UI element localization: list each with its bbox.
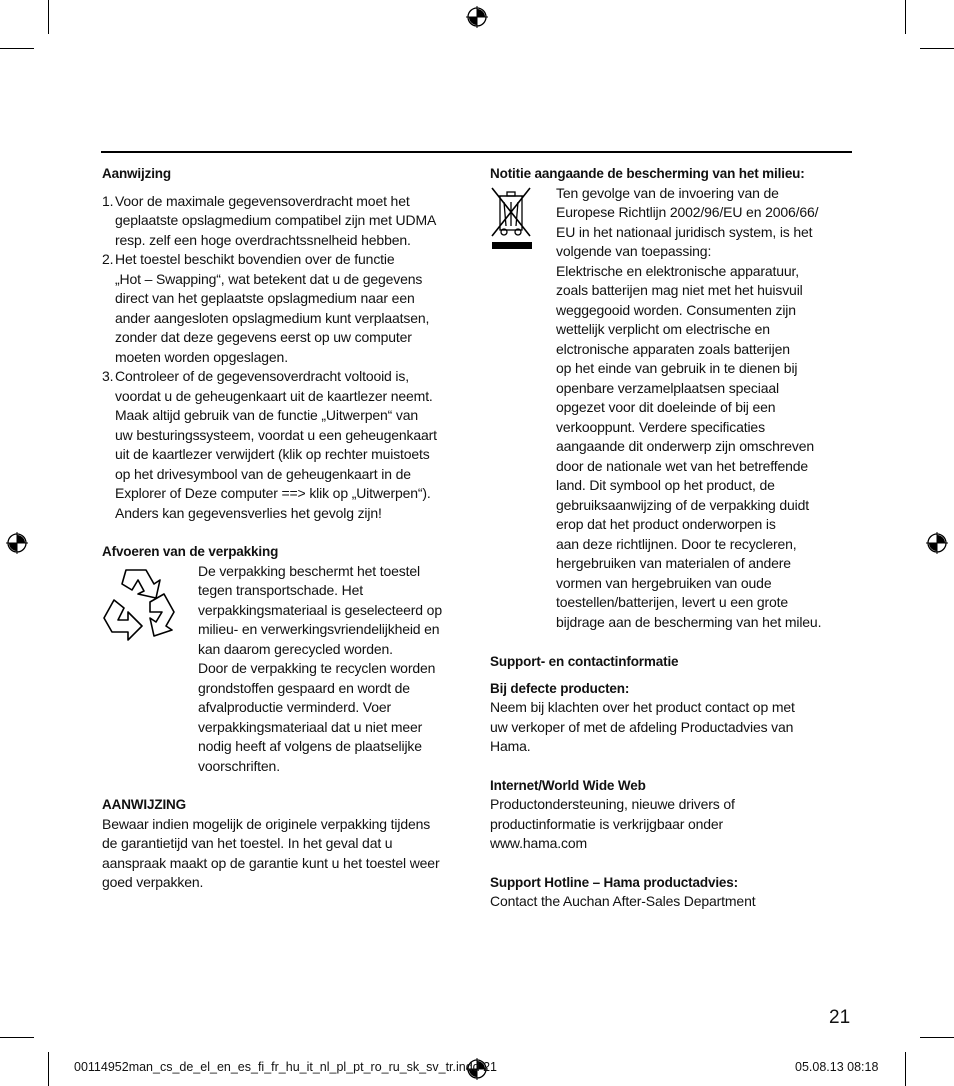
environment-heading: Notitie aangaande de bescherming van het milieu: <box>490 166 805 181</box>
crop-mark <box>0 1037 34 1038</box>
recycling-icon <box>102 564 184 642</box>
registration-mark-icon <box>6 532 28 554</box>
hotline-heading: Support Hotline – Hama productadvies: <box>490 874 738 890</box>
environment-block: Ten gevolge van de invoering van de Europese Richtlijn 2002/96/EU en 2006/66/ EU in het nationaal juridisch system, is het volgende van toepassing: Elektrische en elektronische apparatuur, zoals batterijen mag niet met het huisvuil weggegooid worden. Consumenten zijn wettelijk verplicht om electrische en elctronische apparaten zoals batterijen op het einde van gebruik in te dienen bij openbare verzamelplaatsen speciaal opgezet voor dit doeleinde of bij een verkooppunt. Verdere specificaties aangaande dit onderwerp zijn omschreven door de nationale wet van het betreffende land. Dit symbool op het product, de gebruiksaanwijzing of de verpakking duidt erop dat het product onderworpen is aan deze richtlijnen. Door te recycleren, hergebruiken van materialen of andere vormen van hergebruiken van oude toestellen/batterijen, levert u een grote bijdrage aan de bescherming van het mileu. <box>490 184 852 633</box>
packaging-heading: Afvoeren van de verpakking <box>102 544 279 559</box>
defect-heading: Bij defecte producten: <box>490 680 630 696</box>
list-item: 3. Controleer of de gegevensoverdracht voltooid is, voordat u de geheugenkaart uit de kaartlezer neemt. Maak altijd gebruik van de functie „Uitwerpen“ van uw besturingssysteem, voordat u een geheugenkaart uit de kaartlezer verwijdert (klik op rechter muistoets op het drivesymbool van de geheugenkaart in de Explorer of Deze computer ==> klik op „Uitwerpen“). Anders kan gegevensverlies het gevolg zijn! <box>102 368 437 521</box>
crossed-out-wheelie-bin-icon <box>490 186 536 252</box>
crop-mark <box>920 48 954 49</box>
crop-mark <box>48 1052 49 1086</box>
list-item: 1. Voor de maximale gegevensoverdracht moet het geplaatste opslagmedium compatibel zijn met UDMA resp. zelf een hoge overdrachtssnelheid hebben. <box>102 192 437 248</box>
header-rule <box>101 151 852 153</box>
web-heading: Internet/World Wide Web <box>490 777 646 793</box>
crop-mark <box>0 48 34 49</box>
page-number: 21 <box>829 1007 851 1028</box>
crop-mark <box>905 0 906 34</box>
right-column: Notitie aangaande de bescherming van het milieu: Ten gevolge van de invoering van de Europese Richtlijn 2002/96/EU en 2006/66/ EU in het nationaal juridisch system, is het volgende van toepassing: Elektrische en elektronische apparatuur, zoals batterijen mag niet met het huisvuil weggegooid worden. Consumenten zijn wettelijk verplicht om electrische en elctronische apparaten zoals batterijen op het einde van gebruik in te dienen bij openbare verzamelplaatsen speciaal opgezet voor dit doeleinde of bij een verkooppunt. Verdere specificaties aangaande dit onderwerp zijn omschreven door de nationale wet van het betreffende land. Dit symbool op het product, de gebruiksaanwijzing of de verpakking duidt erop dat het product onderworpen is aan deze richtlijnen. Door te recycleren, hergebruiken van materialen of andere vormen van hergebruiken van oude toestellen/batterijen, levert u een grote bijdrage aan de bescherming van het mileu. Support- en contactinformatie Bij defecte producten: Neem bij klachten over het product contact op met uw verkoper of met de afdeling Productadvies van Hama. Internet/World Wide Web Productondersteuning, nieuwe drivers of productinformatie is verkrijgbaar onder www.hama.com Support Hotline – Hama productadvies: Contact the Auchan After-Sales Department <box>490 164 852 912</box>
crop-mark <box>920 1037 954 1038</box>
packaging-block: De verpakking beschermt het toestel tegen transportschade. Het verpakkingsmateriaal is geselecteerd op milieu- en verwerkingsvriendelijkheid en kan daarom gerecycled worden. Door de verpakking te recyclen worden grondstoffen gespaard en wordt de afvalproductie verminderd. Voer verpakkingsmateriaal dat u niet meer nodig heeft af volgens de plaatselijke voorschriften. <box>102 562 472 777</box>
crop-mark <box>48 0 49 34</box>
list-item: 2. Het toestel beschikt bovendien over de functie „Hot – Swapping“, wat betekent dat u de gegevens direct van het geplaatste opslagmedium naar een ander aangesloten opslagmedium kunt verplaatsen, zonder dat deze gegevens eerst op uw computer moeten worden opgeslagen. <box>102 251 430 365</box>
note-list <box>102 192 472 524</box>
website-link[interactable]: www.hama.com <box>490 835 588 851</box>
footer-filename: 00114952man_cs_de_el_en_es_fi_fr_hu_it_nl_pl_pt_ro_ru_sk_sv_tr.indd 21 <box>74 1060 498 1074</box>
left-column: Aanwijzing 1. Voor de maximale gegevensoverdracht moet het geplaatste opslagmedium compatibel zijn met UDMA resp. zelf een hoge overdrachtssnelheid hebben. 2. Het toestel beschikt bovendien over de functie „Hot – Swapping“, wat betekent dat u de gegevens direct van het geplaatste opslagmedium naar een ander aangesloten opslagmedium kunt verplaatsen, zonder dat deze gegevens eerst op uw computer moeten worden opgeslagen. 3. Controleer of de gegevensoverdracht voltooid is, voordat u de geheugenkaart uit de kaartlezer neemt. Maak altijd gebruik van de functie „Uitwerpen“ van uw besturingssysteem, voordat u een geheugenkaart uit de kaartlezer verwijdert (klik op rechter muistoets op het drivesymbool van de geheugenkaart in de Explorer of Deze computer ==> klik op „Uitwerpen“). Anders kan gegevensverlies het gevolg zijn! Afvoeren van de verpakking De verpakking beschermt het toestel tegen transportschade. Het verpakkingsmateriaal is geselecteerd op milieu- en verwerkingsvriendelijkheid en kan daarom gerecycled worden. Door de verpakking te recyclen worden grondstoffen gespaard en wordt de afvalproductie verminderd. Voer verpakkingsmateriaal dat u niet meer nodig heeft af volgens de plaatselijke voorschriften. AANWIJZING Bewaar indien mogelijk de originele verpakking tijdens de garantietijd van het toestel. In het geval dat u aanspraak maakt op de garantie kunt u het toestel weer goed verpakken. <box>102 164 472 893</box>
notice-heading: AANWIJZING <box>102 797 186 812</box>
registration-mark-icon <box>926 532 948 554</box>
registration-mark-icon <box>466 6 488 28</box>
footer-date: 05.08.13 08:18 <box>795 1060 879 1074</box>
support-heading: Support- en contactinformatie <box>490 654 679 669</box>
crop-mark <box>905 1052 906 1086</box>
note-heading: Aanwijzing <box>102 166 171 181</box>
